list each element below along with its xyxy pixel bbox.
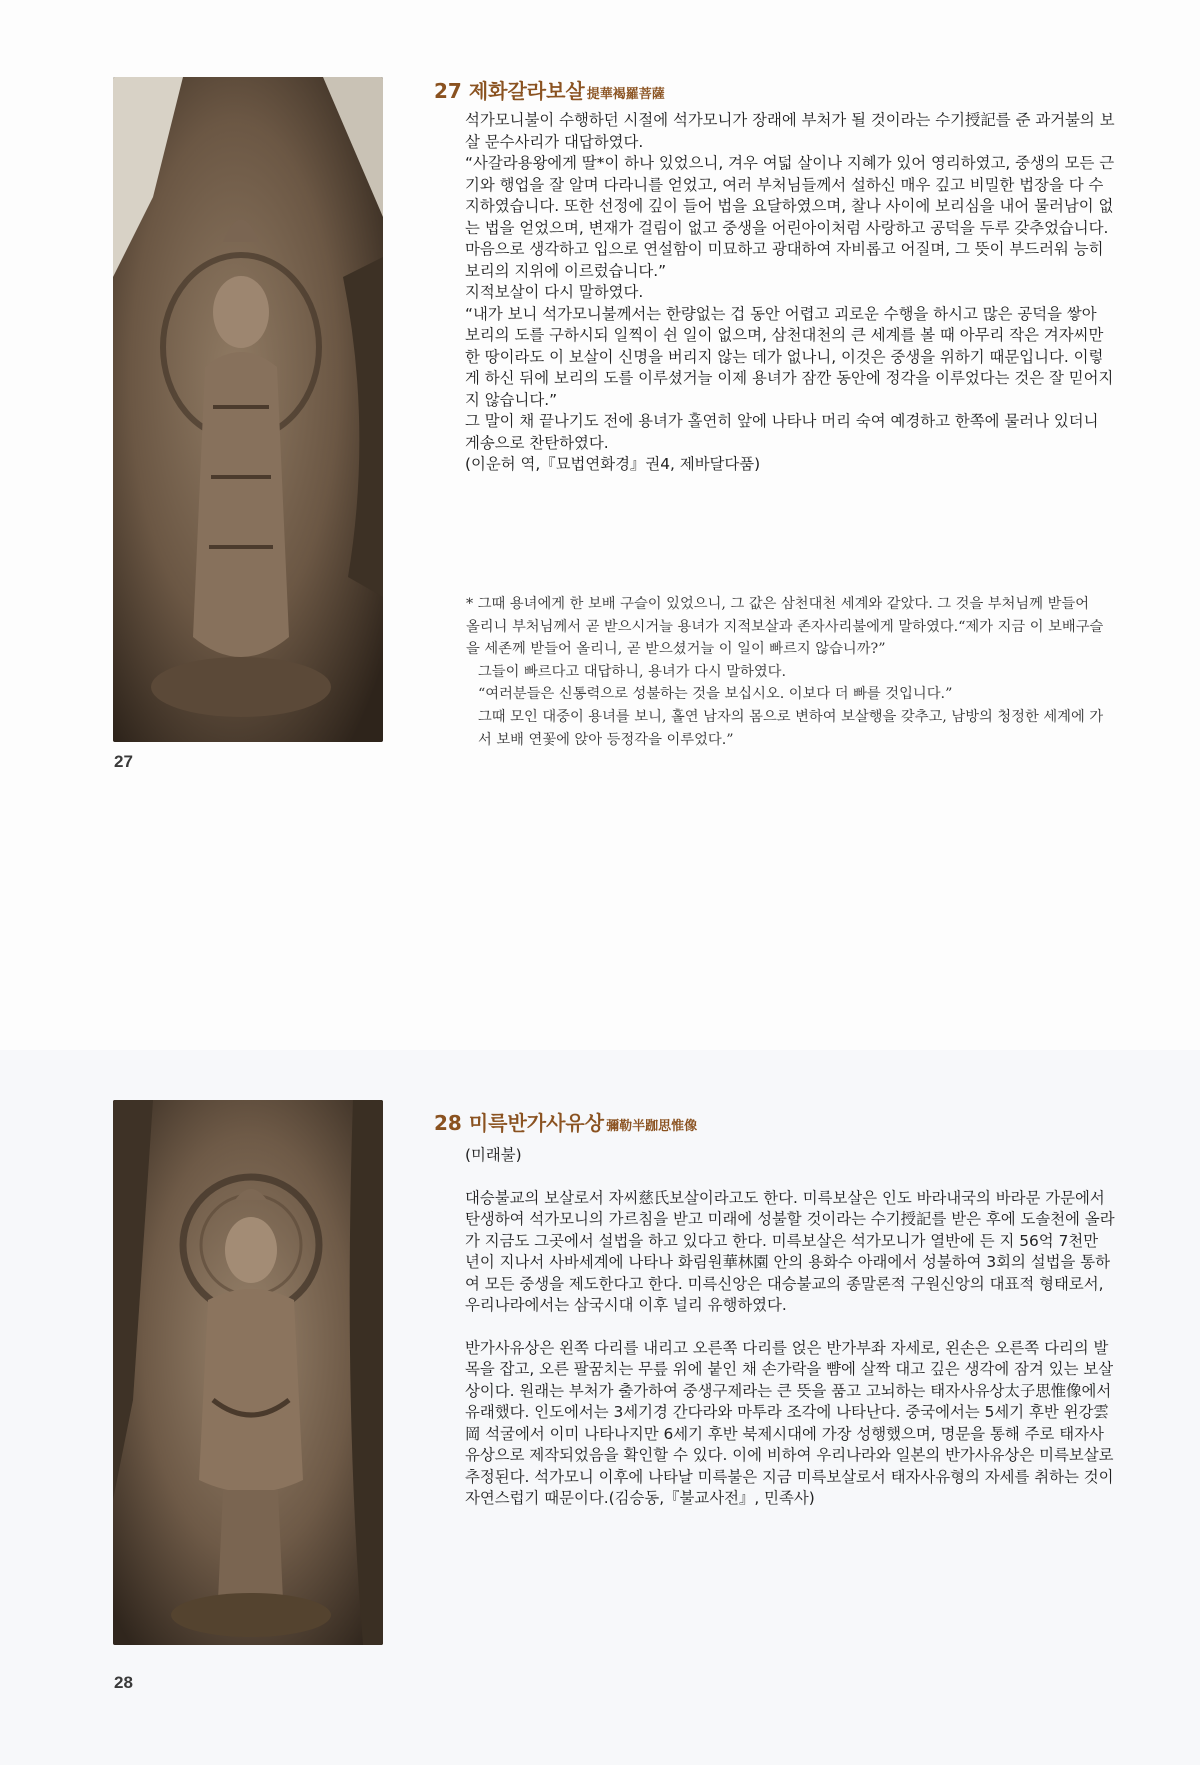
- paragraph: 지적보살이 다시 말하였다.: [465, 283, 644, 301]
- section-27-number: 27: [434, 79, 462, 103]
- section-28-subtitle: (미래불): [465, 1146, 522, 1164]
- figure-28-label: 28: [114, 1673, 133, 1692]
- section-27-heading: [434, 75, 665, 104]
- section-28-title: 미륵반가사유상: [468, 1111, 605, 1135]
- footnote-line: * 그때 용녀에게 한 보배 구슬이 있었으니, 그 값은 삼천대천 세계와 같았다. 그 것을 부처님께 받들어 올리니 부처님께서 곧 받으시거늘 용녀가 지적보살과 존자사리불에게 말하였다.“제가 지금 이 보배구슬을 세존께 받들어 올리니, 곧 받으셨거늘 이 일이 빠르지 않습니까?”: [466, 596, 1104, 658]
- section-28-body: [465, 1145, 1115, 1510]
- figure-27-label: 27: [114, 752, 133, 771]
- section-27-title-hanja: 提華褐羅菩薩: [586, 87, 665, 102]
- paragraph: 석가모니불이 수행하던 시절에 석가모니가 장래에 부처가 될 것이라는 수기授記를 준 과거불의 보살 문수사리가 대답하였다.: [465, 111, 1115, 151]
- section-28-number: 28: [434, 1111, 462, 1135]
- section-27-body: [465, 110, 1115, 476]
- section-27-footnote: [466, 593, 1106, 751]
- paragraph: 대승불교의 보살로서 자씨慈氏보살이라고도 한다. 미륵보살은 인도 바라내국의 바라문 가문에서 탄생하여 석가모니의 가르침을 받고 미래에 성불할 것이라는 수기授記를 받은 후에 도솔천에 올라가 지금도 그곳에서 설법을 하고 있다고 한다. 미륵보살은 석가모니가 열반에 든 지 56억 7천만 년이 지나서 사바세계에 나타나 화림원華林園 안의 용화수 아래에서 성불하여 3회의 설법을 통하여 모든 중생을 제도한다고 한다. 미륵신앙은 대승불교의 종말론적 구원신앙의 대표적 형태로서, 우리나라에서는 삼국시대 이후 널리 유행하였다.: [465, 1188, 1115, 1314]
- paragraph: “내가 보니 석가모니불께서는 한량없는 겁 동안 어렵고 괴로운 수행을 하시고 많은 공덕을 쌓아 보리의 도를 구하시되 일찍이 쉰 일이 없으며, 삼천대천의 큰 세계를 볼 때 아무리 작은 겨자씨만한 땅이라도 이 보살이 신명을 버리지 않는 데가 없나니, 이것은 중생을 위하기 때문입니다. 이렇게 하신 뒤에 보리의 도를 이루셨거늘 이제 용녀가 잠깐 동안에 정각을 이루었다는 것은 잘 믿어지지 않습니다.”: [465, 304, 1114, 409]
- figure-28-relief-photo: [113, 1100, 383, 1645]
- footnote-line: “여러분들은 신통력으로 성불하는 것을 보십시오. 이보다 더 빠를 것입니다.”: [478, 686, 953, 703]
- paragraph: “사갈라용왕에게 딸*이 하나 있었으니, 겨우 여덟 살이나 지혜가 있어 영리하였고, 중생의 모든 근기와 행업을 잘 알며 다라니를 얻었고, 여러 부처님들께서 설하신 매우 깊고 비밀한 법장을 다 수지하였습니다. 또한 선정에 깊이 들어 법을 요달하였으며, 찰나 사이에 보리심을 내어 물러남이 없는 법을 얻었으며, 변재가 걸림이 없고 중생을 어린아이처럼 사랑하고 공덕을 두루 갖추었습니다. 마음으로 생각하고 입으로 연설함이 미묘하고 광대하여 자비롭고 어질며, 그 뜻이 부드러워 능히 보리의 지위에 이르렀습니다.”: [465, 154, 1115, 280]
- footnote-line: 그때 모인 대중이 용녀를 보니, 홀연 남자의 몸으로 변하여 보살행을 갖추고, 남방의 청정한 세계에 가서 보배 연꽃에 앉아 등정각을 이루었다.”: [478, 708, 1104, 748]
- figure-27-relief-photo: [113, 77, 383, 742]
- section-28-heading: [434, 1107, 697, 1136]
- paragraph: 반가사유상은 왼쪽 다리를 내리고 오른쪽 다리를 얹은 반가부좌 자세로, 왼손은 오른쪽 다리의 발목을 잡고, 오른 팔꿈치는 무릎 위에 붙인 채 손가락을 뺨에 살짝 대고 깊은 생각에 잠겨 있는 보살상이다. 원래는 부처가 출가하여 중생구제라는 큰 뜻을 품고 고뇌하는 태자사유상太子思惟像에서 유래했다. 인도에서는 3세기경 간다라와 마투라 조각에 나타난다. 중국에서는 5세기 후반 윈강雲岡 석굴에서 이미 나타나지만 6세기 후반 북제시대에 가장 성행했으며, 명문을 통해 주로 태자사유상으로 제작되었음을 확인할 수 있다. 이에 비하여 우리나라와 일본의 반가사유상은 미륵보살로 추정된다. 석가모니 이후에 나타날 미륵불은 지금 미륵보살로서 태자사유형의 자세를 취하는 것이 자연스럽기 때문이다.(김승동,『불교사전』, 민족사): [465, 1338, 1114, 1507]
- citation: (이운허 역,『묘법연화경』권4, 제바달다품): [465, 455, 761, 473]
- section-28-title-hanja: 彌勒半跏思惟像: [606, 1119, 698, 1134]
- footnote-line: 그들이 빠르다고 대답하니, 용녀가 다시 말하였다.: [478, 663, 787, 680]
- section-27-title: 제화갈라보살: [468, 79, 585, 103]
- paragraph: 그 말이 채 끝나기도 전에 용녀가 홀연히 앞에 나타나 머리 숙여 예경하고 한쪽에 물러나 있더니 게송으로 찬탄하였다.: [465, 412, 1099, 452]
